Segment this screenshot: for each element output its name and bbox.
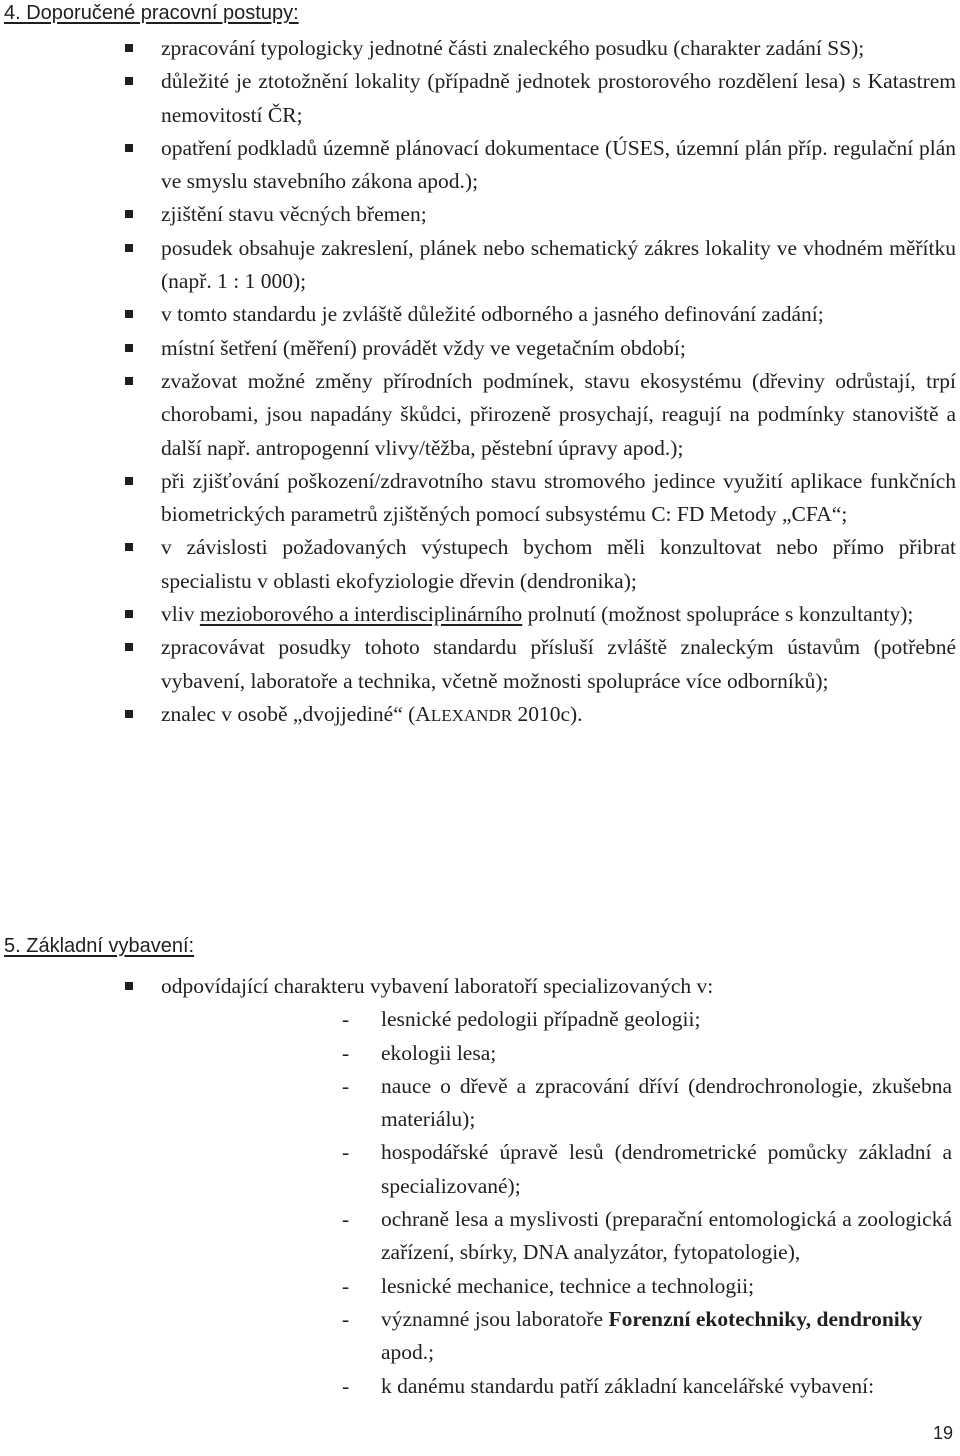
- dash-item: [161, 1136, 956, 1203]
- list-item-text: zvažovat možné změny přírodních podmínek, stavu ekosystému (dřeviny odrůstají, trpí chorobami, jsou napadány škůdci, přirozeně prosychají, reagují na podmínky stanoviště a další např. antropogenní vlivy/těžba, pěstební úpravy apod.);: [161, 368, 956, 460]
- dash-item-text: hospodářské úpravě lesů (dendrometrické pomůcky základní a specializované);: [381, 1140, 952, 1198]
- procedures-list: [0, 32, 960, 732]
- text-segment: vliv: [161, 602, 200, 627]
- bullet-square-icon: [125, 710, 133, 718]
- dash-list-container: [0, 1003, 960, 1403]
- bullet-square-icon: [125, 982, 133, 990]
- dash-item: [161, 1203, 956, 1270]
- bullet-square-icon: [125, 44, 133, 52]
- text-segment: znalec v osobě „dvojjediné“ (A: [161, 701, 431, 726]
- dash-item: [161, 1037, 956, 1070]
- bullet-square-icon: [125, 310, 133, 318]
- dash-item-text: [381, 1303, 952, 1370]
- text-segment: apod.;: [381, 1340, 435, 1365]
- bullet-square-icon: [125, 77, 133, 85]
- list-item-text: odpovídající charakteru vybavení laboratoří specializovaných v:: [161, 974, 714, 998]
- dash-item: [161, 1003, 956, 1036]
- underlined-phrase: mezioborového a interdisciplinárního: [199, 602, 523, 627]
- dash-item-text: ekologii lesa;: [381, 1040, 497, 1065]
- list-item-text: zpracování typologicky jednotné části znaleckého posudku (charakter zadání SS);: [161, 36, 865, 60]
- list-item-text: [161, 598, 956, 631]
- list-item: [0, 698, 960, 732]
- dash-item: [161, 1370, 956, 1403]
- list-item-text: [161, 698, 956, 732]
- list-item-text: opatření podkladů územně plánovací dokumentace (ÚSES, územní plán příp. regulační plán ve smyslu stavebního zákona apod.);: [161, 135, 956, 194]
- list-item-text: v závislosti požadovaných výstupech bychom měli konzultovat nebo přímo přibrat specialistu v oblasti ekofyziologie dřevin (dendronika);: [161, 535, 956, 593]
- list-item: [0, 365, 960, 465]
- dash-marker: -: [342, 1373, 350, 1398]
- dash-marker: -: [342, 1073, 350, 1098]
- list-item-text: posudek obsahuje zakreslení, plánek nebo schematický zákres lokality ve vhodném měřítku (např. 1 : 1 000);: [161, 235, 956, 294]
- dash-item-text: ochraně lesa a myslivosti (preparační entomologická a zoologická zařízení, sbírky, DNA analyzátor, fytopatologie),: [381, 1207, 952, 1265]
- section-heading-4: 4. Doporučené pracovní postupy:: [4, 2, 299, 24]
- page-number: 19: [932, 1423, 953, 1443]
- dash-item: [161, 1303, 956, 1370]
- lab-specializations-list: [0, 1003, 956, 1403]
- bullet-square-icon: [125, 610, 133, 618]
- list-item: [0, 65, 960, 132]
- dash-marker: -: [342, 1140, 350, 1165]
- bold-phrase: Forenzní ekotechniky, dendroniky: [608, 1306, 923, 1331]
- list-item: [0, 465, 960, 532]
- bullet-square-icon: [125, 210, 133, 218]
- bullet-square-icon: [125, 643, 133, 651]
- bullet-square-icon: [125, 377, 133, 385]
- dash-item: [161, 1270, 956, 1303]
- list-item: [0, 232, 960, 299]
- smallcaps-segment: LEXANDR: [430, 705, 513, 725]
- dash-item: [161, 1070, 956, 1137]
- list-item: [0, 631, 960, 698]
- equipment-list: [0, 970, 960, 1403]
- list-item-text: důležité je ztotožnění lokality (případně jednotek prostorového rozdělení lesa) s Katastrem nemovitostí ČR;: [161, 69, 956, 127]
- list-item: [0, 198, 960, 231]
- bullet-square-icon: [125, 477, 133, 485]
- list-item: [0, 32, 960, 65]
- list-item: [0, 531, 960, 598]
- list-item-text: při zjišťování poškození/zdravotního stavu stromového jedince využití aplikace funkčních biometrických parametrů zjištěných pomocí subsystému C: FD Metody „CFA“;: [161, 468, 956, 527]
- text-segment: prolnutí (možnost spolupráce s konzultanty);: [522, 602, 914, 627]
- text-segment: významné jsou laboratoře: [381, 1306, 609, 1331]
- dash-item-text: lesnické mechanice, technice a technologii;: [381, 1273, 755, 1298]
- text-segment: 2010c).: [512, 701, 583, 726]
- list-item-text: v tomto standardu je zvláště důležité odborného a jasného definování zadání;: [161, 302, 824, 327]
- bullet-square-icon: [125, 344, 133, 352]
- dash-item-text: nauce o dřevě a zpracování dříví (dendrochronologie, zkušebna materiálu);: [381, 1073, 952, 1132]
- dash-marker: -: [342, 1040, 350, 1065]
- dash-marker: -: [342, 1007, 350, 1032]
- list-item: [0, 132, 960, 199]
- list-item-text: místní šetření (měření) provádět vždy ve vegetačním období;: [161, 335, 686, 360]
- dash-marker: -: [342, 1306, 350, 1331]
- list-item: [0, 970, 960, 1003]
- dash-marker: -: [342, 1273, 350, 1298]
- dash-item-text: lesnické pedologii případně geologii;: [381, 1007, 701, 1032]
- bullet-square-icon: [125, 543, 133, 551]
- section-heading-5: 5. Základní vybavení:: [4, 935, 195, 957]
- bullet-square-icon: [125, 244, 133, 252]
- dash-marker: -: [342, 1207, 350, 1232]
- list-item: [0, 332, 960, 365]
- list-item-text: zjištění stavu věcných břemen;: [161, 202, 427, 227]
- dash-item-text: k danému standardu patří základní kancelářské vybavení:: [381, 1373, 875, 1398]
- list-item: [0, 298, 960, 331]
- bullet-square-icon: [125, 144, 133, 152]
- list-item-text: zpracovávat posudky tohoto standardu přísluší zvláště znaleckým ústavům (potřebné vybavení, laboratoře a technika, včetně možnosti spolupráce více odborníků);: [161, 635, 956, 693]
- list-item: [0, 598, 960, 631]
